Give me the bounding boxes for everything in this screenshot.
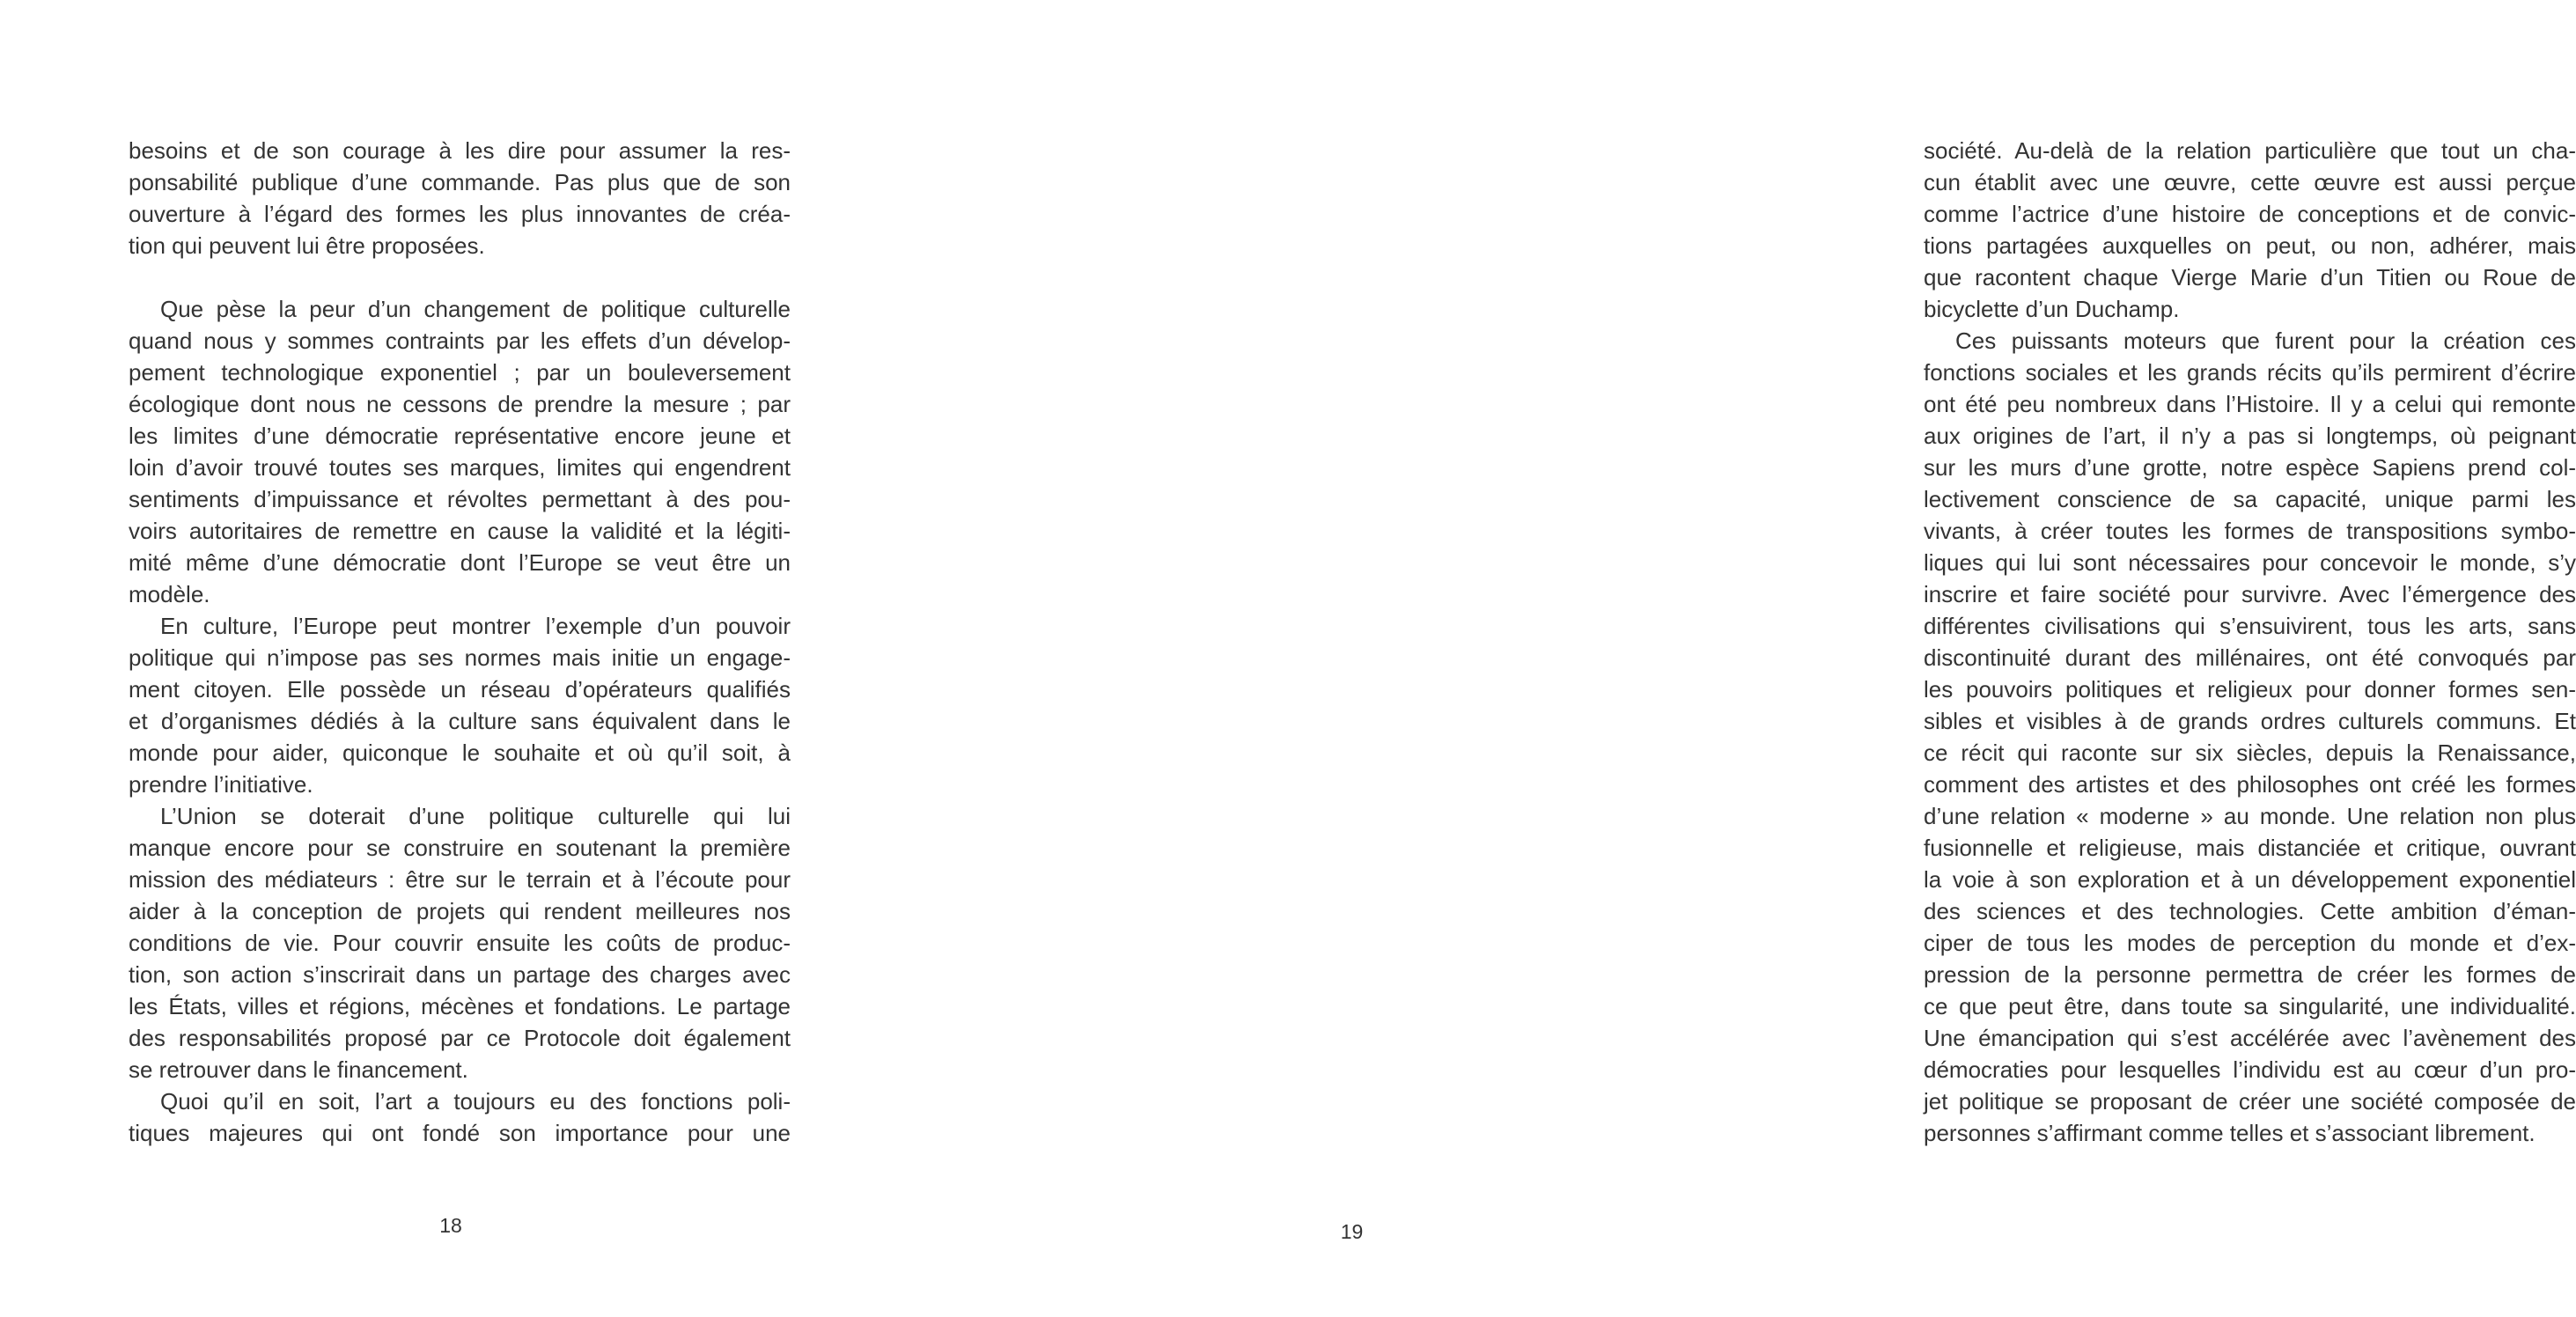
text-line: inscrire et faire société pour survivre. Avec l’émergence des [1924,581,2576,607]
text-line: ont été peu nombreux dans l’Histoire. Il y a celui qui remonte [1924,391,2576,417]
text-line: pement technologique exponentiel ; par un bouleversement [129,359,791,386]
text-line: mité même d’une démocratie dont l’Europe se veut être un [129,549,791,576]
text-line: lectivement conscience de sa capacité, unique parmi les [1924,486,2576,512]
text-line: ciper de tous les modes de perception du monde et d’ex- [1924,930,2576,956]
text-line: se retrouver dans le financement. [129,1056,468,1083]
text-line: tions partagées auxquelles on peut, ou non, adhérer, mais [1924,232,2576,259]
text-line: tion qui peuvent lui être proposées. [129,232,485,259]
text-line: quand nous y sommes contraints par les effets d’un dévelop- [129,327,791,354]
text-line: fusionnelle et religieuse, mais distanciée et critique, ouvrant [1924,835,2576,861]
text-line: Ces puissants moteurs que furent pour la création ces [1955,327,2576,354]
text-line: loin d’avoir trouvé toutes ses marques, limites qui engendrent [129,454,791,481]
text-line: Une émancipation qui s’est accélérée avec l’avènement des [1924,1025,2576,1051]
text-line: écologique dont nous ne cessons de prendre la mesure ; par [129,391,791,417]
text-line: des responsabilités proposé par ce Protocole doit également [129,1025,791,1051]
page-number-left: 18 [439,1214,462,1237]
text-line: bicyclette d’un Duchamp. [1924,296,2180,322]
text-line: aux origines de l’art, il n’y a pas si longtemps, où peignant [1924,423,2576,449]
text-line: société. Au-delà de la relation particulière que tout un cha- [1924,137,2576,164]
page-right [901,0,2576,1317]
text-line: des sciences et des technologies. Cette ambition d’éman- [1924,898,2576,924]
text-line: vivants, à créer toutes les formes de transpositions symbo- [1924,518,2576,544]
text-line: ce récit qui raconte sur six siècles, depuis la Renaissance, [1924,739,2576,766]
text-line: conditions de vie. Pour couvrir ensuite les coûts de produc- [129,930,791,956]
text-line: tion, son action s’inscrirait dans un partage des charges avec [129,961,791,988]
text-line: politique qui n’impose pas ses normes mais initie un engage- [129,644,791,671]
text-line: besoins et de son courage à les dire pour assumer la res- [129,137,791,164]
text-line: liques qui lui sont nécessaires pour concevoir le monde, s’y [1924,549,2576,576]
text-line: ouverture à l’égard des formes les plus innovantes de créa- [129,201,791,227]
text-line: d’une relation « moderne » au monde. Une relation non plus [1924,803,2576,829]
text-line: manque encore pour se construire en soutenant la première [129,835,791,861]
page-left [0,0,902,1317]
text-line: comme l’actrice d’une histoire de conceptions et de convic- [1924,201,2576,227]
text-line: discontinuité durant des millénaires, ont été convoqués par [1924,644,2576,671]
text-line: sur les murs d’une grotte, notre espèce Sapiens prend col- [1924,454,2576,481]
text-line: En culture, l’Europe peut montrer l’exemple d’un pouvoir [160,613,791,639]
text-line: démocraties pour lesquelles l’individu est au cœur d’un pro- [1924,1056,2576,1083]
text-line: personnes s’affirmant comme telles et s’associant librement. [1924,1120,2536,1146]
text-line: la voie à son exploration et à un développement exponentiel [1924,866,2576,893]
text-line: sibles et visibles à de grands ordres culturels communs. Et [1924,708,2576,734]
text-line: mission des médiateurs : être sur le terrain et à l’écoute pour [129,866,791,893]
text-line: pression de la personne permettra de créer les formes de [1924,961,2576,988]
text-line: différentes civilisations qui s’ensuivirent, tous les arts, sans [1924,613,2576,639]
text-line: les limites d’une démocratie représentative encore jeune et [129,423,791,449]
text-line: les États, villes et régions, mécènes et fondations. Le partage [129,993,791,1019]
text-line: ment citoyen. Elle possède un réseau d’opérateurs qualifiés [129,676,791,703]
page-right-text-column [1924,135,2576,1149]
text-line: que racontent chaque Vierge Marie d’un Titien ou Roue de [1924,264,2576,291]
text-line: aider à la conception de projets qui rendent meilleures nos [129,898,791,924]
text-line: Que pèse la peur d’un changement de politique culturelle [160,296,791,322]
text-line: tiques majeures qui ont fondé son importance pour une [129,1120,791,1146]
text-line: cun établit avec une œuvre, cette œuvre est aussi perçue [1924,169,2576,195]
page-number-right: 19 [1340,1220,1364,1243]
text-line: jet politique se proposant de créer une société composée de [1924,1088,2576,1115]
text-line: ce que peut être, dans toute sa singularité, une individualité. [1924,993,2576,1019]
page-left-text-column [129,135,791,1149]
text-line: comment des artistes et des philosophes ont créé les formes [1924,771,2576,798]
text-line: et d’organismes dédiés à la culture sans équivalent dans le [129,708,791,734]
text-line: Quoi qu’il en soit, l’art a toujours eu des fonctions poli- [160,1088,791,1115]
text-line: ponsabilité publique d’une commande. Pas plus que de son [129,169,791,195]
text-line: prendre l’initiative. [129,771,313,798]
text-line: monde pour aider, quiconque le souhaite et où qu’il soit, à [129,739,791,766]
text-line: fonctions sociales et les grands récits qu’ils permirent d’écrire [1924,359,2576,386]
text-line: sentiments d’impuissance et révoltes permettant à des pou- [129,486,791,512]
text-line: modèle. [129,581,210,607]
text-line: les pouvoirs politiques et religieux pour donner formes sen- [1924,676,2576,703]
text-line: voirs autoritaires de remettre en cause la validité et la légiti- [129,518,791,544]
text-line: L’Union se doterait d’une politique culturelle qui lui [160,803,791,829]
